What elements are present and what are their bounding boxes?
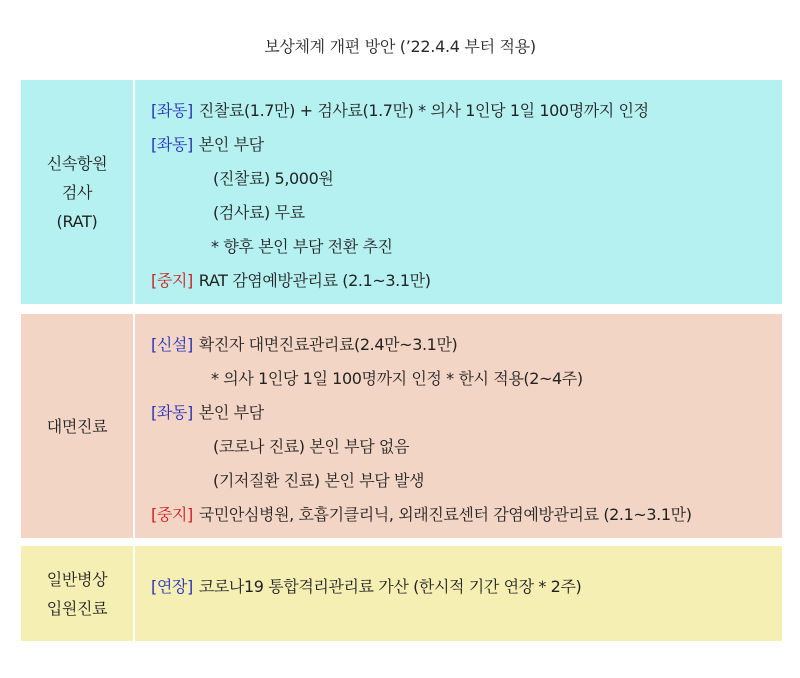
content-line — [151, 128, 774, 162]
content-line: * 의사 1인당 1일 100명까지 인정 * 한시 적용(2~4주) — [211, 369, 583, 388]
tag-same: [좌동] — [151, 135, 193, 154]
line-text: 국민안심병원, 호흡기클리닉, 외래진료센터 감염예방관리료 (2.1~3.1만) — [198, 505, 692, 524]
content-line: (기저질환 진료) 본인 부담 발생 — [213, 471, 425, 490]
tag-stop: [중지] — [151, 271, 193, 290]
section-label-face-to-face — [21, 314, 133, 538]
tag-extend: [연장] — [151, 577, 193, 596]
label-line: 신속항원 — [46, 153, 108, 173]
content-line — [151, 94, 774, 128]
content-line — [151, 498, 774, 532]
line-text: 확진자 대면진료관리료(2.4만~3.1만) — [198, 335, 458, 354]
section-rat — [21, 80, 782, 304]
content-line: (진찰료) 5,000원 — [213, 169, 334, 188]
label-line: 검사 — [61, 182, 93, 202]
content-line: * 향후 본인 부담 전환 추진 — [211, 237, 393, 256]
content-line: (검사료) 무료 — [213, 203, 305, 222]
section-label-rat — [21, 80, 133, 304]
label-line: 일반병상 — [46, 569, 108, 589]
label-line: (RAT) — [56, 211, 98, 231]
tag-same: [좌동] — [151, 403, 193, 422]
content-line — [151, 396, 774, 430]
page-title: 보상체계 개편 방안 (’22.4.4 부터 적용) — [264, 37, 536, 56]
section-face-to-face — [21, 314, 782, 538]
section-label-general-ward — [21, 546, 133, 641]
section-content-general-ward — [135, 546, 782, 641]
tag-stop: [중지] — [151, 505, 193, 524]
line-text: RAT 감염예방관리료 (2.1~3.1만) — [198, 271, 431, 290]
content-line — [151, 264, 774, 298]
tag-new: [신설] — [151, 335, 193, 354]
line-text: 코로나19 통합격리관리료 가산 (한시적 기간 연장 * 2주) — [198, 577, 582, 596]
content-line — [151, 570, 774, 604]
section-content-rat — [135, 80, 782, 304]
content-line: (코로나 진료) 본인 부담 없음 — [213, 437, 410, 456]
label-line: 대면진료 — [46, 416, 108, 436]
section-general-ward — [21, 546, 782, 641]
line-text: 진찰료(1.7만) + 검사료(1.7만) * 의사 1인당 1일 100명까지 인정 — [198, 101, 649, 120]
line-text: 본인 부담 — [198, 135, 264, 154]
label-line: 입원진료 — [46, 598, 108, 618]
line-text: 본인 부담 — [198, 403, 264, 422]
content-line — [151, 328, 774, 362]
section-content-face-to-face — [135, 314, 782, 538]
tag-same: [좌동] — [151, 101, 193, 120]
